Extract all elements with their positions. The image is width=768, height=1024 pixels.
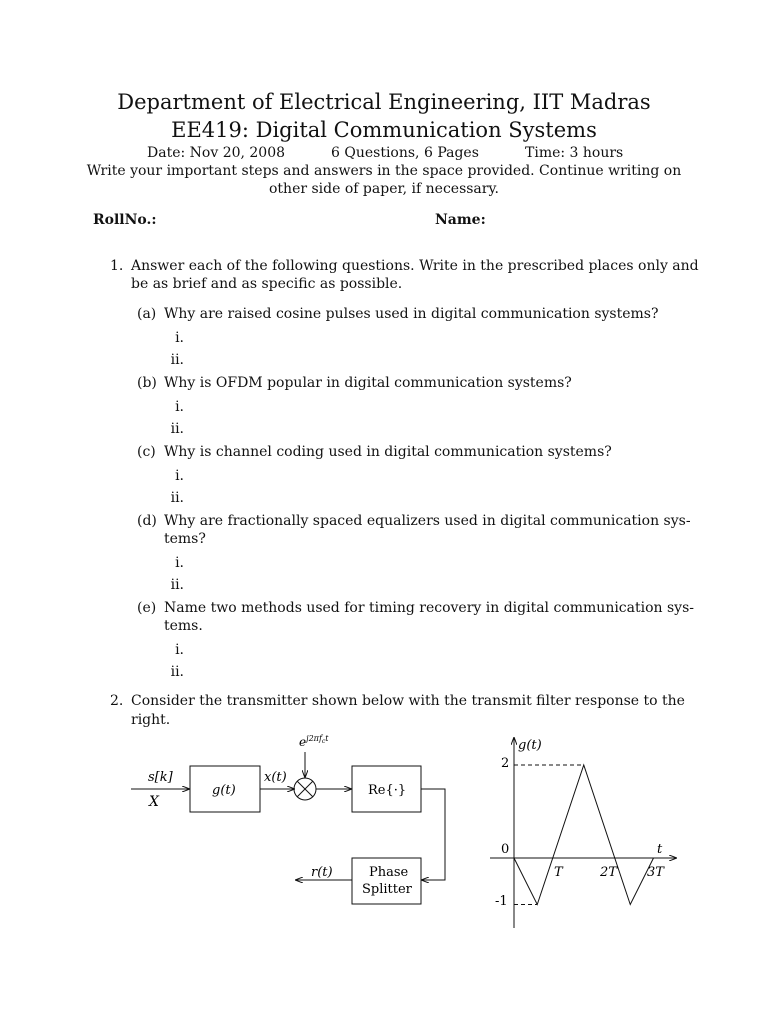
answer-slot-i: i. — [175, 468, 184, 484]
answer-slot-i: i. — [175, 330, 184, 346]
y-tick-label-top: 2 — [501, 756, 510, 771]
x-tick-label-T: T — [554, 865, 563, 880]
carrier-label: $e^{j2\pi f}ct$ — [299, 734, 329, 749]
xt-label: x(t) — [264, 770, 287, 785]
answer-slot-ii: ii. — [170, 664, 184, 680]
rt-label: r(t) — [311, 865, 333, 880]
question-count: 6 Questions, 6 Pages — [331, 145, 479, 161]
x-tick-label-2T: 2T — [600, 865, 617, 880]
instructions-line-1: Write your important steps and answers in the space provided. Continue writing on — [86, 163, 682, 179]
part-label: (e) — [137, 600, 157, 616]
x-axis-label: t — [657, 842, 663, 857]
x-tick-label-3T: 3T — [647, 865, 664, 880]
answer-slot-ii: ii. — [170, 577, 184, 593]
phase-splitter-label-2: Splitter — [362, 882, 412, 897]
part-label: (b) — [137, 375, 157, 391]
question-1-text-line-1: Answer each of the following questions. Write in the prescribed places only and — [131, 258, 699, 274]
phase-splitter-label-1: Phase — [369, 865, 409, 880]
y-tick-label-zero: 0 — [501, 842, 510, 857]
alphabet-label: X — [149, 794, 159, 810]
name-label: Name: — [435, 212, 486, 228]
part-question: Name two methods used for timing recovery in digital communication sys- — [164, 600, 695, 616]
part-question: Why are fractionally spaced equalizers used in digital communication sys- — [164, 513, 691, 529]
part-question-continued: tems. — [164, 618, 203, 634]
part-question-continued: tems? — [164, 531, 206, 547]
answer-slot-ii: ii. — [170, 421, 184, 437]
input-signal-label: s[k] — [148, 770, 173, 785]
answer-slot-i: i. — [175, 555, 184, 571]
real-part-label: Re{·} — [368, 783, 407, 798]
exam-date: Date: Nov 20, 2008 — [147, 145, 286, 161]
part-question: Why are raised cosine pulses used in digital communication systems? — [164, 306, 659, 322]
part-question: Why is OFDM popular in digital communication systems? — [164, 375, 572, 391]
part-label: (d) — [137, 513, 157, 529]
question-1-text-line-2: be as brief and as specific as possible. — [131, 276, 403, 292]
rollno-label: RollNo.: — [93, 212, 157, 228]
answer-slot-ii: ii. — [170, 490, 184, 506]
answer-slot-ii: ii. — [170, 352, 184, 368]
y-axis-label: g(t) — [518, 738, 542, 753]
question-2-number: 2. — [110, 693, 124, 709]
question-1-number: 1. — [110, 258, 124, 274]
question-2-text-line-2: right. — [131, 712, 171, 728]
part-label: (c) — [137, 444, 156, 460]
gt-waveform-line — [514, 765, 654, 905]
question-2-text-line-1: Consider the transmitter shown below with the transmit filter response to the — [131, 693, 685, 709]
y-tick-label-bottom: -1 — [495, 894, 508, 909]
part-question: Why is channel coding used in digital communication systems? — [164, 444, 612, 460]
part-label: (a) — [137, 306, 157, 322]
course-title: EE419: Digital Communication Systems — [171, 118, 597, 142]
department-title: Department of Electrical Engineering, IIT Madras — [117, 90, 651, 114]
exam-time: Time: 3 hours — [525, 145, 624, 161]
filter-label: g(t) — [212, 783, 236, 798]
answer-slot-i: i. — [175, 399, 184, 415]
instructions-line-2: other side of paper, if necessary. — [269, 181, 499, 197]
answer-slot-i: i. — [175, 642, 184, 658]
